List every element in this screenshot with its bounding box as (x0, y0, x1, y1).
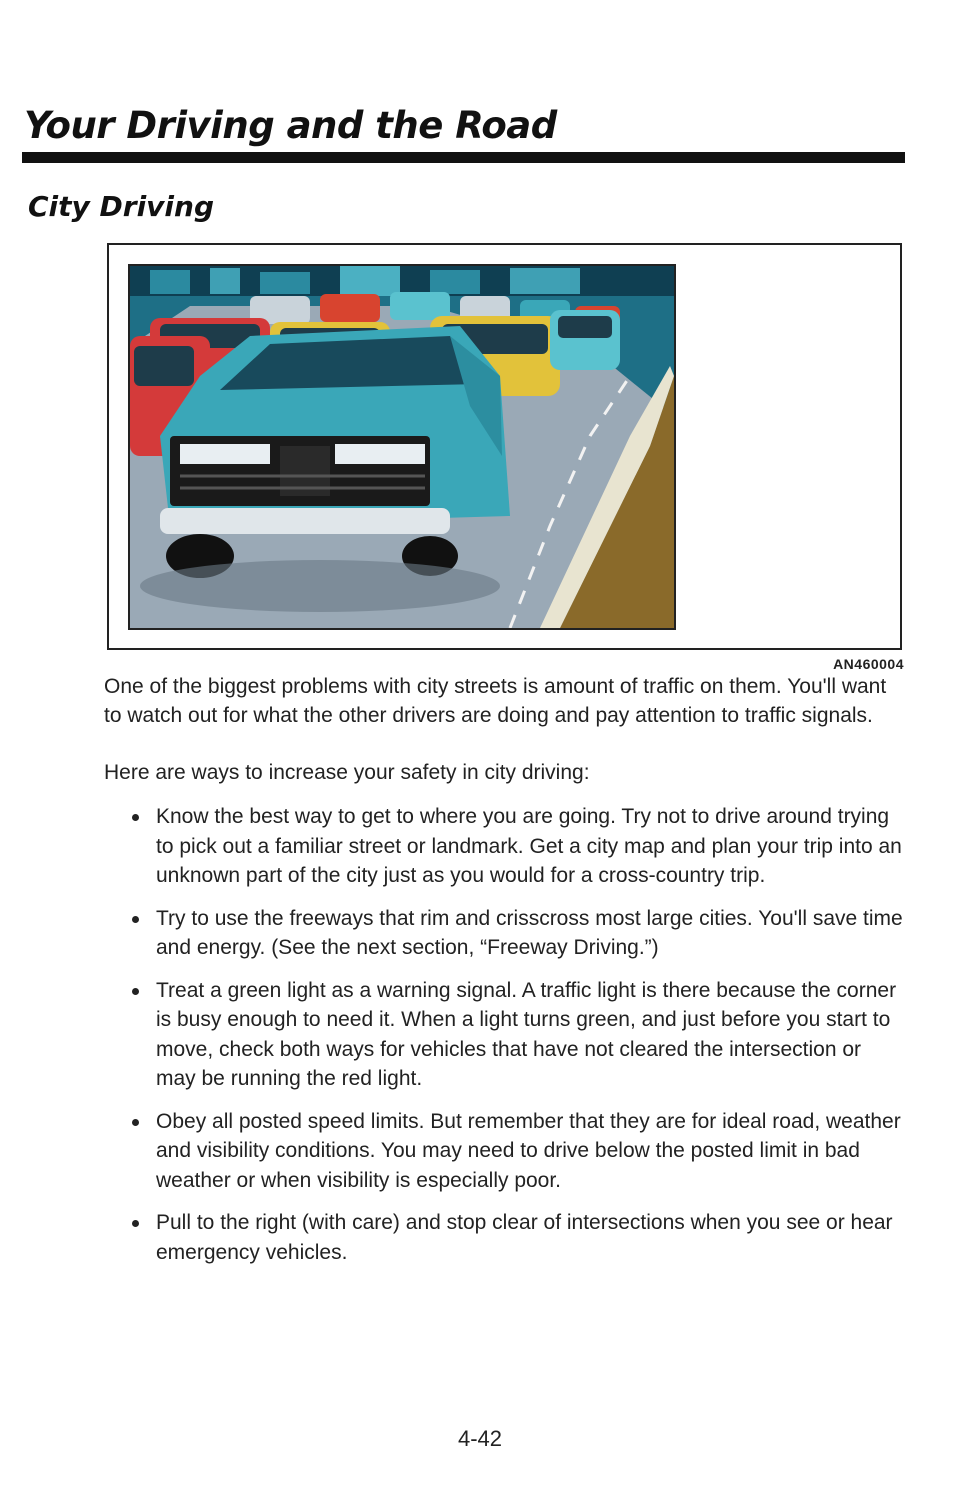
tip-text: Pull to the right (with care) and stop clear of intersections when you see or hear emergency vehicles. (156, 1211, 893, 1264)
section-title: City Driving (28, 190, 215, 223)
intro-lead-in: Here are ways to increase your safety in city driving: (104, 761, 590, 784)
bullet-icon (132, 1119, 139, 1126)
header-rule (22, 152, 905, 163)
traffic-illustration (128, 264, 676, 630)
bullet-icon (132, 814, 139, 821)
list-item (128, 802, 904, 891)
list-item (128, 904, 904, 963)
tip-text: Know the best way to get to where you are going. Try not to drive around trying to pick out a familiar street or landmark. Get a city map and plan your trip into an unknown part of the city just as you would for a cross-country trip. (156, 805, 902, 887)
list-item (128, 1107, 904, 1196)
page-header-title: Your Driving and the Road (24, 104, 557, 147)
safety-tips-list (128, 802, 904, 1280)
intro-paragraph: One of the biggest problems with city streets is amount of traffic on them. You'll want to watch out for what the other drivers are doing and pay attention to traffic signals. (104, 675, 887, 727)
tip-text: Treat a green light as a warning signal. A traffic light is there because the corner is busy enough to need it. When a light turns green, and just before you start to move, check both ways for vehicles that have not cleared the intersection or may be running the red light. (156, 978, 897, 1090)
list-item (128, 976, 904, 1094)
bullet-icon (132, 916, 139, 923)
bullet-icon (132, 988, 139, 995)
figure-code: AN460004 (833, 656, 904, 672)
page-number: 4-42 (457, 1426, 503, 1451)
tip-text: Try to use the freeways that rim and crisscross most large cities. You'll save time and energy. (See the next section, “Freeway Driving.”) (156, 906, 903, 959)
list-item (128, 1208, 904, 1267)
tip-text: Obey all posted speed limits. But remember that they are for ideal road, weather and visibility conditions. You may need to drive below the posted limit in bad weather or when visibility is especially poor. (156, 1109, 901, 1192)
bullet-icon (132, 1220, 139, 1227)
